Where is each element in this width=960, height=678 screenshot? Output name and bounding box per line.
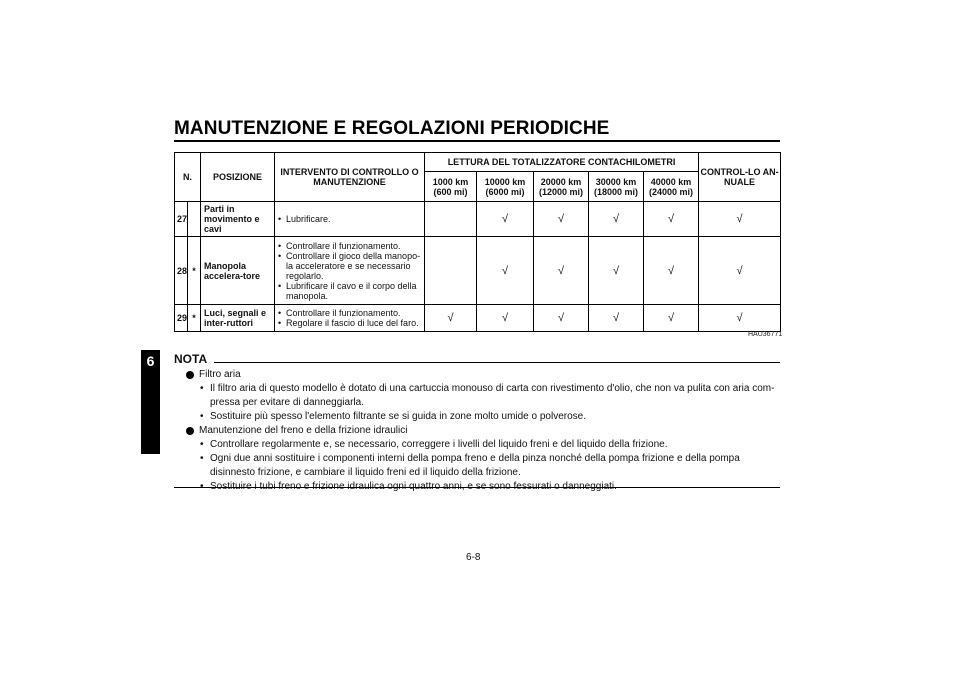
check-cell: √: [477, 305, 534, 332]
check-cell: [425, 237, 477, 305]
row-star: [188, 202, 201, 237]
header-odometer-col: 40000 km (24000 mi): [644, 172, 699, 202]
maintenance-table: [174, 152, 781, 332]
row-number: 29: [175, 305, 188, 332]
reference-code: HAU36771: [748, 331, 783, 338]
table-row: [175, 305, 781, 332]
operation-item: • Controllare il funzionamento.: [278, 241, 421, 251]
operation-item: • Lubrificare.: [278, 214, 421, 224]
title-rule: [174, 140, 780, 142]
nota-bottom-rule: [174, 487, 780, 488]
row-number: 27: [175, 202, 188, 237]
nota-group-title: Manutenzione del freno e della frizione idraulici: [186, 424, 782, 438]
header-odometer-col: 20000 km (12000 mi): [534, 172, 589, 202]
check-cell: √: [699, 237, 781, 305]
bullet-disc-icon: [186, 371, 194, 379]
nota-item: • Ogni due anni sostituire i componenti interni della pompa freno e della pinza nonché della pompa frizione e della pompa disinnesto frizione, e cambiare il liquido freni ed il liquido della frizione.: [199, 452, 782, 480]
check-cell: [425, 202, 477, 237]
row-position: Luci, segnali e inter-ruttori: [201, 305, 275, 332]
operation-item: • Controllare il gioco della manopo-la acceleratore e se necessario regolarlo.: [278, 251, 421, 281]
header-odometer-col: 1000 km (600 mi): [425, 172, 477, 202]
check-cell: √: [644, 237, 699, 305]
page-number: 6-8: [466, 552, 481, 563]
operation-item: • Regolare il fascio di luce del faro.: [278, 318, 421, 328]
check-cell: √: [644, 202, 699, 237]
nota-group-title: Filtro aria: [186, 368, 782, 382]
table-row: [175, 202, 781, 237]
check-cell: √: [534, 305, 589, 332]
nota-item: • Sostituire più spesso l'elemento filtrante se si guida in zone molto umide o polverose.: [199, 410, 782, 424]
check-cell: √: [477, 237, 534, 305]
nota-body: [186, 368, 782, 494]
row-operations: [275, 202, 425, 237]
row-operations: [275, 305, 425, 332]
check-cell: √: [534, 202, 589, 237]
row-operations: [275, 237, 425, 305]
bullet-disc-icon: [186, 427, 194, 435]
row-star: *: [188, 237, 201, 305]
check-cell: √: [425, 305, 477, 332]
operation-item: • Controllare il funzionamento.: [278, 308, 421, 318]
check-cell: √: [534, 237, 589, 305]
header-position: POSIZIONE: [201, 153, 275, 202]
check-cell: √: [589, 305, 644, 332]
header-n: N.: [175, 153, 201, 202]
nota-item: • Il filtro aria di questo modello è dotato di una cartuccia monouso di carta con rivestimento d'olio, che non va pulita con aria com-pressa per evitare di danneggiarla.: [199, 382, 782, 410]
check-cell: √: [644, 305, 699, 332]
check-cell: √: [477, 202, 534, 237]
nota-group: [186, 424, 782, 494]
operation-item: • Lubrificare il cavo e il corpo della manopola.: [278, 281, 421, 301]
header-annual: CONTROL-LO AN-NUALE: [699, 153, 781, 202]
header-odometer-col: 30000 km (18000 mi): [589, 172, 644, 202]
nota-group: [186, 368, 782, 424]
check-cell: √: [589, 237, 644, 305]
row-star: *: [188, 305, 201, 332]
header-odometer-group: LETTURA DEL TOTALIZZATORE CONTACHILOMETRI: [425, 153, 699, 172]
check-cell: √: [699, 305, 781, 332]
row-position: Manopola accelera-tore: [201, 237, 275, 305]
page-title: MANUTENZIONE E REGOLAZIONI PERIODICHE: [174, 118, 610, 139]
check-cell: √: [699, 202, 781, 237]
row-position: Parti in movimento e cavi: [201, 202, 275, 237]
row-number: 28: [175, 237, 188, 305]
nota-item: • Controllare regolarmente e, se necessario, correggere i livelli del liquido freni e del liquido della frizione.: [199, 438, 782, 452]
nota-top-rule: [214, 362, 780, 363]
header-intervention: INTERVENTO DI CONTROLLO O MANUTENZIONE: [275, 153, 425, 202]
header-odometer-col: 10000 km (6000 mi): [477, 172, 534, 202]
nota-heading: NOTA: [174, 352, 208, 366]
check-cell: √: [589, 202, 644, 237]
table-row: [175, 237, 781, 305]
chapter-tab: 6: [141, 350, 160, 454]
